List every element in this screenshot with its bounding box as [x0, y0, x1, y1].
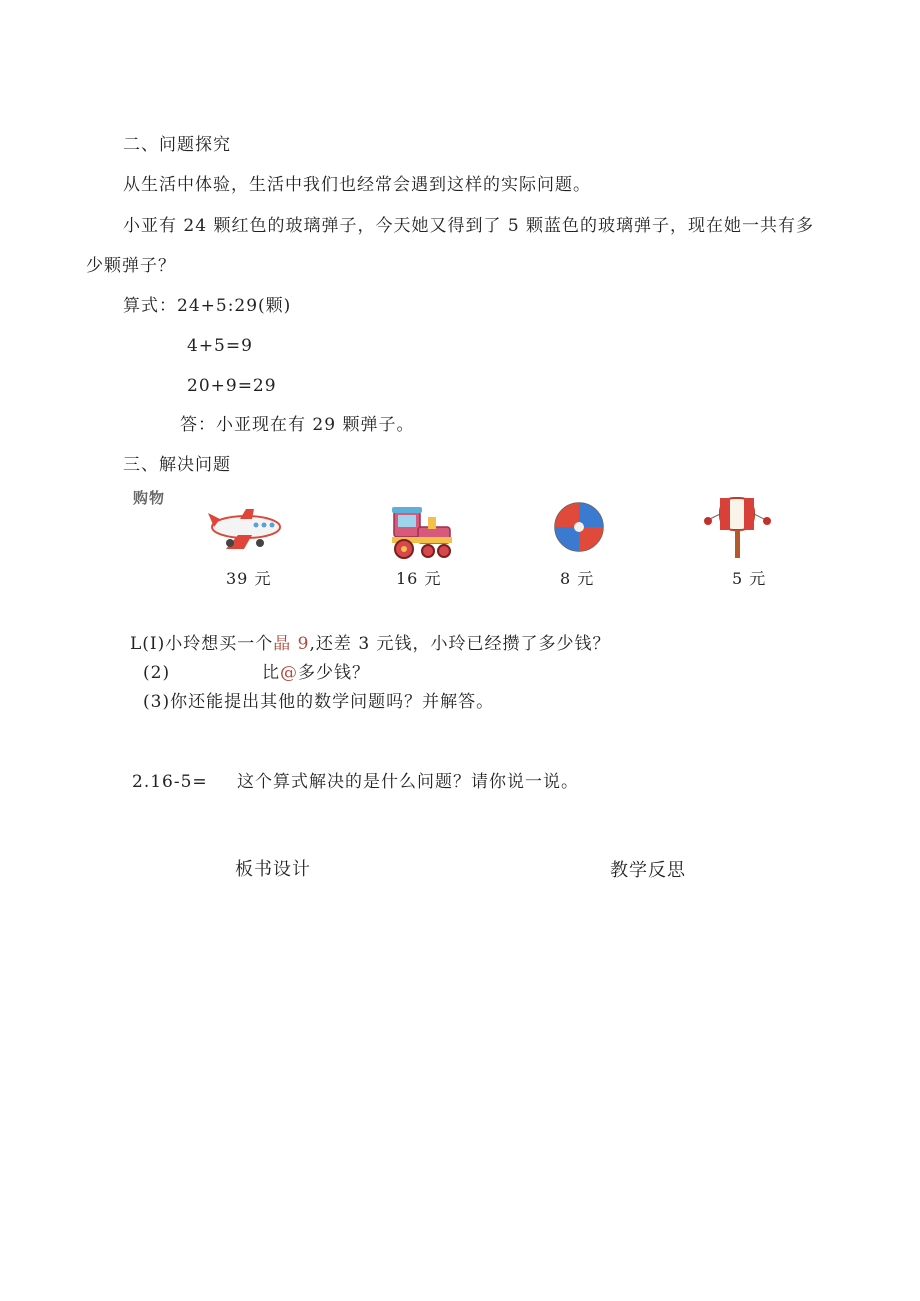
question-1: [130, 632, 611, 656]
problem-text-line2: 少颗弹子？: [86, 256, 176, 276]
problem-2-formula: 2.16-5=: [132, 772, 208, 792]
section-heading-solve-problems: 三、解决问题: [123, 455, 231, 475]
question-2-highlight: @: [280, 663, 298, 683]
formula-step2: 20+9=29: [187, 376, 277, 396]
problem-2-text: 这个算式解决的是什么问题？请你说一说。: [237, 772, 579, 792]
question-2-suffix: 多少钱？: [298, 663, 370, 683]
question-1-highlight: 晶 9: [273, 634, 310, 654]
price-airplane: 39 元: [226, 569, 272, 588]
teaching-reflection-heading: 教学反思: [610, 860, 686, 881]
price-train: 16 元: [396, 569, 442, 588]
question-2: [262, 661, 370, 685]
formula-step1: 4+5=9: [187, 336, 253, 356]
question-2-number: (2): [143, 663, 171, 683]
board-design-heading: 板书设计: [235, 859, 311, 880]
price-drum: 5 元: [732, 569, 767, 588]
question-1-suffix: ,还差 3 元钱，小玲已经攒了多少钱？: [309, 634, 611, 654]
question-3: (3)你还能提出其他的数学问题吗？并解答。: [143, 692, 495, 712]
train-icon: [388, 505, 460, 561]
price-ball: 8 元: [560, 569, 595, 588]
shop-label: 购物: [133, 489, 166, 507]
drum-icon: [704, 494, 774, 560]
ball-icon: [553, 501, 605, 553]
problem-text-line1: 小亚有 24 颗红色的玻璃弹子，今天她又得到了 5 颗蓝色的玻璃弹子，现在她一共有多: [123, 216, 815, 236]
airplane-icon: [206, 505, 286, 555]
section-heading-problem-explore: 二、问题探究: [123, 135, 231, 155]
question-1-prefix: L(I)小玲想买一个: [130, 634, 274, 654]
question-2-text: 比: [262, 663, 280, 683]
formula-text: 算式：24+5:29(颗): [123, 296, 292, 316]
answer-text: 答：小亚现在有 29 颗弹子。: [180, 415, 415, 435]
intro-text: 从生活中体验，生活中我们也经常会遇到这样的实际问题。: [123, 175, 591, 195]
